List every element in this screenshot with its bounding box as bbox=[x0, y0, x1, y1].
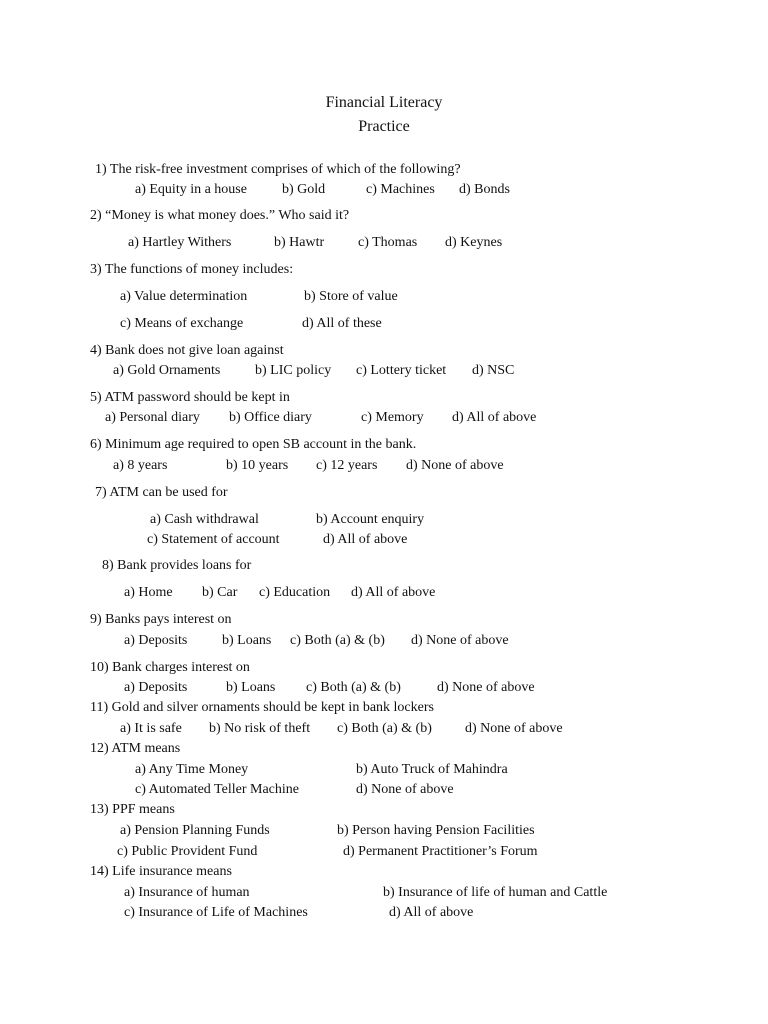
q7-option-a: a) Cash withdrawal bbox=[150, 512, 259, 527]
question-9: 9) Banks pays interest on bbox=[90, 612, 232, 627]
q11-option-b: b) No risk of theft bbox=[209, 721, 311, 736]
q12-option-a: a) Any Time Money bbox=[135, 762, 249, 777]
q1-option-d: d) Bonds bbox=[459, 182, 510, 197]
q9-option-c: c) Both (a) & (b) bbox=[290, 633, 385, 648]
question-5: 5) ATM password should be kept in bbox=[90, 390, 290, 405]
q8-option-d: d) All of above bbox=[351, 585, 436, 600]
q1-option-b: b) Gold bbox=[282, 182, 326, 197]
q14-option-a: a) Insurance of human bbox=[124, 885, 250, 900]
q12-option-c: c) Automated Teller Machine bbox=[135, 782, 299, 797]
q2-option-a: a) Hartley Withers bbox=[128, 235, 232, 250]
q14-option-d: d) All of above bbox=[389, 905, 474, 920]
q4-option-c: c) Lottery ticket bbox=[356, 363, 447, 378]
q3-option-c: c) Means of exchange bbox=[120, 316, 244, 331]
q8-option-b: b) Car bbox=[202, 585, 238, 600]
q9-option-a: a) Deposits bbox=[124, 633, 188, 648]
q1-option-a: a) Equity in a house bbox=[135, 182, 247, 197]
question-11: 11) Gold and silver ornaments should be kept in bank lockers bbox=[90, 700, 434, 715]
q5-option-a: a) Personal diary bbox=[105, 410, 200, 425]
q9-option-d: d) None of above bbox=[411, 633, 509, 648]
q2-option-b: b) Hawtr bbox=[274, 235, 325, 250]
q13-option-d: d) Permanent Practitioner’s Forum bbox=[343, 844, 538, 859]
q10-option-d: d) None of above bbox=[437, 680, 535, 695]
q10-option-a: a) Deposits bbox=[124, 680, 188, 695]
q5-option-d: d) All of above bbox=[452, 410, 537, 425]
q11-option-a: a) It is safe bbox=[120, 721, 182, 736]
q6-option-c: c) 12 years bbox=[316, 458, 378, 473]
q4-option-a: a) Gold Ornaments bbox=[113, 363, 221, 378]
question-14: 14) Life insurance means bbox=[90, 864, 232, 879]
q1-option-c: c) Machines bbox=[366, 182, 435, 197]
q14-option-c: c) Insurance of Life of Machines bbox=[124, 905, 308, 920]
question-3: 3) The functions of money includes: bbox=[90, 262, 294, 277]
document-subtitle: Practice bbox=[358, 118, 410, 135]
q12-option-b: b) Auto Truck of Mahindra bbox=[356, 762, 508, 777]
q4-option-b: b) LIC policy bbox=[255, 363, 332, 378]
q10-option-b: b) Loans bbox=[226, 680, 276, 695]
question-10: 10) Bank charges interest on bbox=[90, 660, 250, 675]
q2-option-c: c) Thomas bbox=[358, 235, 418, 250]
q8-option-a: a) Home bbox=[124, 585, 173, 600]
q6-option-d: d) None of above bbox=[406, 458, 504, 473]
question-8: 8) Bank provides loans for bbox=[102, 558, 252, 573]
q13-option-a: a) Pension Planning Funds bbox=[120, 823, 270, 838]
q9-option-b: b) Loans bbox=[222, 633, 272, 648]
q5-option-b: b) Office diary bbox=[229, 410, 312, 425]
q10-option-c: c) Both (a) & (b) bbox=[306, 680, 401, 695]
q11-option-c: c) Both (a) & (b) bbox=[337, 721, 432, 736]
document-title: Financial Literacy bbox=[325, 94, 443, 111]
q2-option-d: d) Keynes bbox=[445, 235, 503, 250]
q7-option-c: c) Statement of account bbox=[147, 532, 280, 547]
q12-option-d: d) None of above bbox=[356, 782, 454, 797]
q4-option-d: d) NSC bbox=[472, 363, 515, 378]
question-13: 13) PPF means bbox=[90, 802, 175, 817]
question-12: 12) ATM means bbox=[90, 741, 181, 756]
q13-option-b: b) Person having Pension Facilities bbox=[337, 823, 535, 838]
question-2: 2) “Money is what money does.” Who said it? bbox=[90, 208, 350, 223]
q3-option-a: a) Value determination bbox=[120, 289, 248, 304]
q7-option-b: b) Account enquiry bbox=[316, 512, 425, 527]
q7-option-d: d) All of above bbox=[323, 532, 408, 547]
q3-option-d: d) All of these bbox=[302, 316, 382, 331]
q6-option-a: a) 8 years bbox=[113, 458, 168, 473]
question-4: 4) Bank does not give loan against bbox=[90, 343, 284, 358]
q8-option-c: c) Education bbox=[259, 585, 331, 600]
q11-option-d: d) None of above bbox=[465, 721, 563, 736]
q5-option-c: c) Memory bbox=[361, 410, 424, 425]
q14-option-b: b) Insurance of life of human and Cattle bbox=[383, 885, 608, 900]
q6-option-b: b) 10 years bbox=[226, 458, 289, 473]
question-1: 1) The risk-free investment comprises of which of the following? bbox=[95, 162, 461, 177]
question-6: 6) Minimum age required to open SB account in the bank. bbox=[90, 437, 417, 452]
question-7: 7) ATM can be used for bbox=[95, 485, 228, 500]
q3-option-b: b) Store of value bbox=[304, 289, 398, 304]
q13-option-c: c) Public Provident Fund bbox=[117, 844, 258, 859]
